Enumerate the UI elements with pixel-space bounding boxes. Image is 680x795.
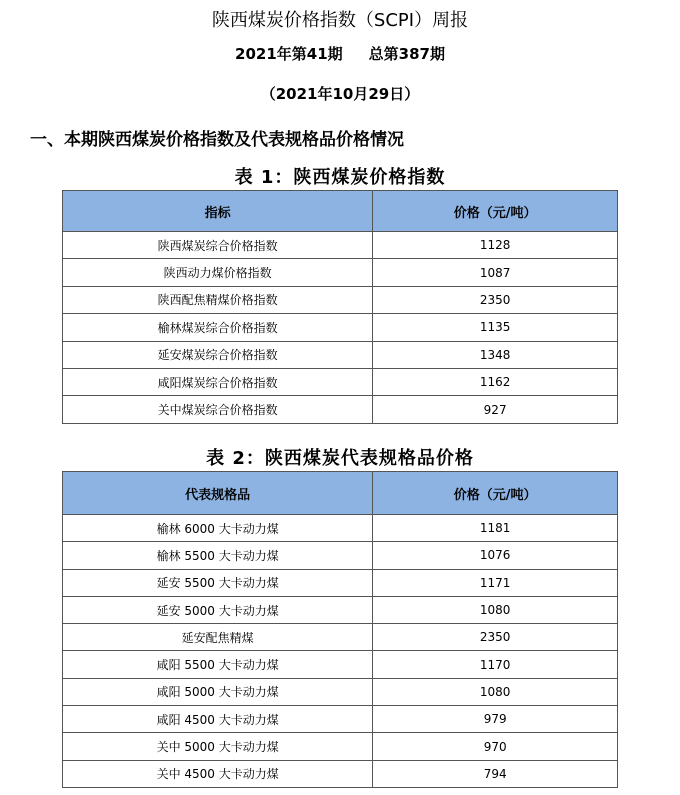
price-cell: 970 [373, 733, 618, 760]
table-row [63, 760, 618, 787]
row-label-cell: 延安煤炭综合价格指数 [63, 341, 373, 368]
total-issue-number: 总第387期 [368, 45, 445, 63]
table-row [63, 569, 618, 596]
row-label-cell: 榆林 6000 大卡动力煤 [63, 515, 373, 542]
table-row [63, 706, 618, 733]
issue-number: 2021年第41期 [235, 45, 343, 63]
price-cell: 1080 [373, 678, 618, 705]
row-label-cell: 陕西动力煤价格指数 [63, 259, 373, 286]
coal-spec-price-table [62, 471, 618, 788]
table-header-row [63, 472, 618, 515]
row-label-cell: 咸阳 5500 大卡动力煤 [63, 651, 373, 678]
price-cell: 1162 [373, 368, 618, 395]
table-row [63, 232, 618, 259]
row-label-cell: 关中 4500 大卡动力煤 [63, 760, 373, 787]
table-row [63, 341, 618, 368]
row-label-cell: 陕西配焦精煤价格指数 [63, 286, 373, 313]
row-label-cell: 榆林 5500 大卡动力煤 [63, 542, 373, 569]
price-cell: 1135 [373, 314, 618, 341]
price-cell: 2350 [373, 286, 618, 313]
table2-caption: 表 2：陕西煤炭代表规格品价格 [206, 448, 474, 469]
table-row [63, 596, 618, 623]
table-row [63, 515, 618, 542]
section-heading: 一、本期陕西煤炭价格指数及代表规格品价格情况 [30, 130, 404, 150]
price-cell: 1181 [373, 515, 618, 542]
report-date: （2021年10月29日） [260, 85, 420, 103]
price-cell: 2350 [373, 624, 618, 651]
price-cell: 1076 [373, 542, 618, 569]
price-cell: 1128 [373, 232, 618, 259]
row-label-cell: 榆林煤炭综合价格指数 [63, 314, 373, 341]
table-row [63, 542, 618, 569]
table-row [63, 368, 618, 395]
table-row [63, 259, 618, 286]
column-header-indicator: 指标 [63, 191, 373, 232]
table-row [63, 314, 618, 341]
row-label-cell: 咸阳 4500 大卡动力煤 [63, 706, 373, 733]
issue-line [0, 43, 680, 64]
price-cell: 979 [373, 706, 618, 733]
price-cell: 1080 [373, 596, 618, 623]
table-row [63, 396, 618, 423]
table-row [63, 733, 618, 760]
row-label-cell: 关中煤炭综合价格指数 [63, 396, 373, 423]
row-label-cell: 延安 5000 大卡动力煤 [63, 596, 373, 623]
table-row [63, 678, 618, 705]
coal-index-table [62, 190, 618, 424]
table-header-row [63, 191, 618, 232]
table1-caption: 表 1：陕西煤炭价格指数 [234, 167, 446, 188]
row-label-cell: 咸阳煤炭综合价格指数 [63, 368, 373, 395]
price-cell: 927 [373, 396, 618, 423]
row-label-cell: 延安 5500 大卡动力煤 [63, 569, 373, 596]
row-label-cell: 延安配焦精煤 [63, 624, 373, 651]
price-cell: 1348 [373, 341, 618, 368]
column-header-price: 价格（元/吨） [373, 191, 618, 232]
report-title: 陕西煤炭价格指数（SCPI）周报 [211, 10, 469, 31]
column-header-price: 价格（元/吨） [373, 472, 618, 515]
row-label-cell: 陕西煤炭综合价格指数 [63, 232, 373, 259]
table-row [63, 624, 618, 651]
row-label-cell: 咸阳 5000 大卡动力煤 [63, 678, 373, 705]
row-label-cell: 关中 5000 大卡动力煤 [63, 733, 373, 760]
column-header-spec: 代表规格品 [63, 472, 373, 515]
price-cell: 1087 [373, 259, 618, 286]
price-cell: 1170 [373, 651, 618, 678]
table-row [63, 651, 618, 678]
table-row [63, 286, 618, 313]
price-cell: 1171 [373, 569, 618, 596]
price-cell: 794 [373, 760, 618, 787]
